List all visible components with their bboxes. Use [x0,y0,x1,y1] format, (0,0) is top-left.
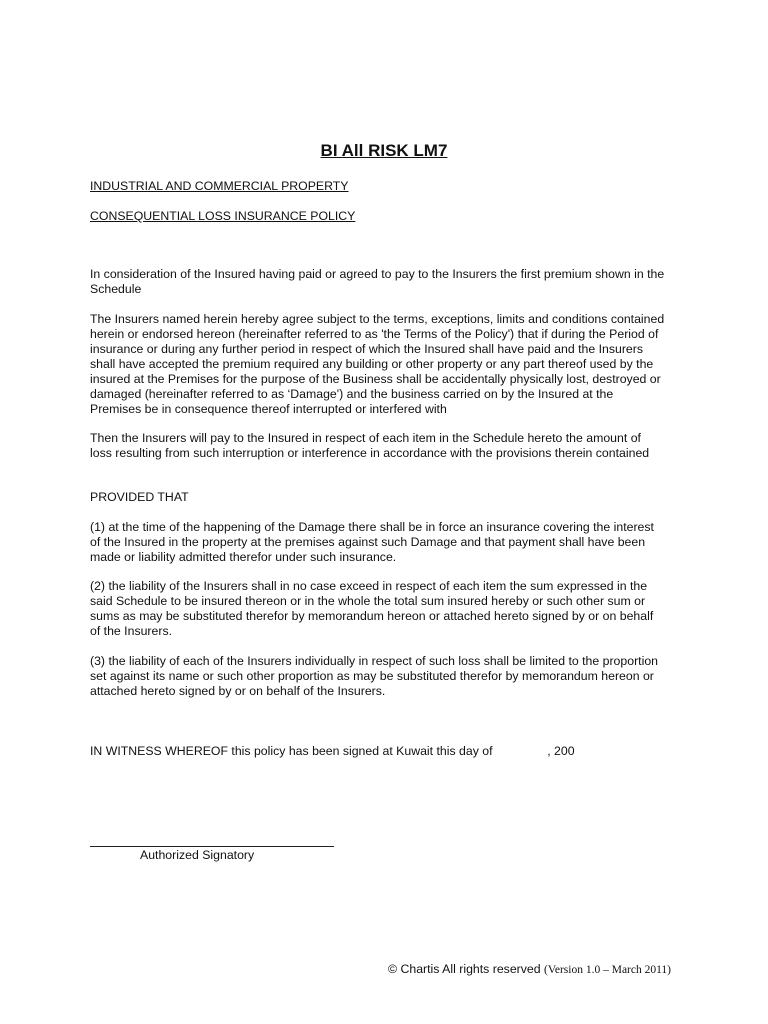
payment-paragraph [90,431,690,461]
text-line: (1) at the time of the happening of the Damage there shall be in force an insurance covering the interest [90,520,654,534]
authorized-signatory-label: Authorized Signatory [140,848,255,862]
document-title-text: BI All RISK LM7 [320,141,448,160]
text-line: The Insurers named herein hereby agree subject to the terms, exceptions, limits and conditions contained [90,312,665,326]
text-line: insurance or during any further period in respect of which the Insured shall have paid and the Insurers [90,342,643,356]
text-line: Then the Insurers will pay to the Insured in respect of each item in the Schedule hereto the amount of [90,431,641,445]
agreement-paragraph [90,312,690,417]
text-line: of the Insurers. [90,624,173,638]
text-line: (2) the liability of the Insurers shall in no case exceed in respect of each item the sum expressed in the [90,579,648,593]
text-line: loss resulting from such interruption or interference in accordance with the provisions therein contained [90,446,650,460]
text-line: Schedule [90,282,142,296]
version-text: (Version 1.0 – March 2011) [544,964,672,976]
provided-that-heading: PROVIDED THAT [90,490,189,504]
witness-statement: IN WITNESS WHEREOF this policy has been signed at Kuwait this day of , 200 [90,744,575,758]
clause-1 [90,520,690,565]
text-line: In consideration of the Insured having paid or agreed to pay to the Insurers the first premium shown in the [90,267,665,281]
text-line: set against its name or such other proportion as may be substituted therefor by memorandum hereon or [90,669,654,683]
text-line: attached hereto signed by or on behalf of the Insurers. [90,684,386,698]
signature-line [90,846,334,847]
clause-3 [90,654,690,699]
clause-2 [90,579,690,639]
text-line: (3) the liability of each of the Insurers individually in respect of such loss shall be limited to the proportion [90,654,658,668]
text-line: herein or endorsed hereon (hereinafter referred to as 'the Terms of the Policy') that if during the Period of [90,327,659,341]
copyright-text: © Chartis All rights reserved [388,962,541,976]
document-title [0,141,768,161]
text-line: damaged (hereinafter referred to as ‘Damage') and the business carried on by the Insured at the [90,387,614,401]
text-line: Premises be in consequence thereof interrupted or interfered with [90,402,447,416]
text-line: said Schedule to be insured thereon or in the whole the total sum insured hereby or such other sum or [90,594,646,608]
text-line: shall have accepted the premium required any building or other property or any part thereof used by the [90,357,654,371]
text-line: insured at the Premises for the purpose of the Business shall be accidentally physically lost, destroyed or [90,372,661,386]
heading-industrial-commercial-property: INDUSTRIAL AND COMMERCIAL PROPERTY [90,179,349,193]
text-line: sums as may be substituted therefor by memorandum hereon or attached hereto signed by or on behalf [90,609,654,623]
text-line: made or liability admitted therefor under such insurance. [90,550,397,564]
text-line: of the Insured in the property at the premises against such Damage and that payment shall have been [90,535,646,549]
consideration-paragraph [90,267,690,297]
page-footer [388,962,671,978]
heading-consequential-loss-policy: CONSEQUENTIAL LOSS INSURANCE POLICY [90,209,356,223]
